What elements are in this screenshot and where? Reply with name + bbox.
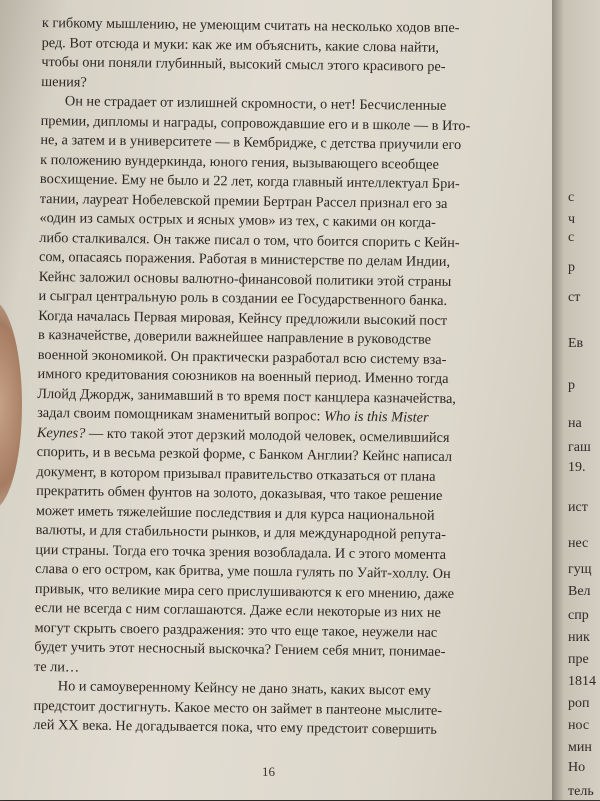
right-page-fragment: ст [568, 290, 581, 305]
right-page-fragment: Вел [568, 584, 591, 599]
text-line-content: восхищение. Ему не было и 22 лет, когда главный интеллектуал Бри- [39, 170, 460, 193]
text-line-italic: Keynes? [36, 424, 86, 442]
text-line-content: тании, лауреат Нобелевской премии Бертран Рассел признал его за [39, 190, 448, 212]
text-line-content: может иметь тяжелейшие последствия и для курса национальной [35, 502, 435, 524]
text-line-content: не, а затем и в университете — в Кембридже, с детства приучили его [40, 131, 462, 154]
text-line-content: если не всегда с ним соглашаются. Даже если некоторые из них не [34, 599, 442, 621]
text-line-content: Ллойд Джордж, занимавший в то время пост канцлера казначейства, [37, 385, 457, 407]
right-page-fragment: на [568, 416, 582, 431]
text-line-content: ред. Вот отсюда и муки: как же им объяснить, какие слова найти, [41, 34, 440, 56]
text-line-content: ции страны. Тогда его точка зрения возобладала. И с этого момента [35, 541, 447, 563]
text-line-content: к положению вундеркинда, юного гения, вызывающего всеобщее [40, 151, 439, 173]
text-line-content: могут скрыть своего раздражения: это что еще такое, неужели нас [34, 619, 438, 641]
right-page-fragment: ч [568, 212, 576, 227]
right-page-fragment: нос [568, 718, 590, 733]
right-page-fragment: спр [568, 608, 589, 623]
right-page-fragment: мин [568, 740, 592, 755]
page-text-block [33, 14, 532, 741]
right-page-fragment: нес [568, 536, 589, 551]
right-page-fragment: роп [568, 696, 590, 711]
text-line-content: привык, что великие мира сего прислушиваются к его мнению, даже [34, 580, 455, 602]
right-page-fragment: тель [568, 784, 594, 799]
text-line-content: — кто такой этот дерзкий молодой человек, осмелившийся [88, 425, 450, 446]
right-page-fragment: с [568, 190, 575, 205]
right-page-fragment: 19. [568, 460, 586, 475]
right-page-fragment: ник [568, 630, 590, 645]
text-line-content: документ, в котором призывал правительство отказаться от плана [36, 463, 436, 485]
text-line-content: те ли… [33, 658, 80, 676]
text-line-content: валюты, и для стабильности рынков, и для международной репута- [35, 521, 447, 543]
text-line-content: задал своим помощникам знаменитый вопрос: [37, 404, 325, 425]
right-page-fragment: с [568, 230, 575, 245]
text-line-content: в казначействе, доверили важнейшее направление в руководстве [37, 326, 432, 348]
page-number: 16 [262, 764, 275, 779]
text-line-content: либо сталкивался. Он также писал о том, что боится спорить с Кейн- [39, 229, 460, 251]
text-line-content: «один из самых острых и ясных умов» из тех, с какими он когда- [39, 209, 436, 231]
right-page-fragment: пре [568, 652, 589, 667]
text-line-content: Кейнс заложил основы валютно-финансовой политики этой страны [38, 268, 452, 290]
text-line-content: чтобы они поняли глубинный, высокий смысл этого красивого ре- [41, 53, 446, 75]
text-line-content: военной экономикой. Он практически разработал всю систему вза- [37, 346, 447, 368]
text-line-content: предстоит достигнуть. Какое место он займет в пантеоне мыслите- [33, 697, 443, 719]
text-line-content: и сыграл центральную роль в создании ее Государственного банка. [38, 287, 448, 309]
text-line-content: к гибкому мышлению, не умеющим считать на несколько ходов впе- [41, 14, 460, 37]
right-page-fragment: Но [568, 760, 586, 775]
text-line-content: лей XX века. Не догадывается пока, что ему предстоит совершить [33, 716, 437, 738]
text-line-content: Он не страдает от излишней скромности, о нет! Бесчисленные [64, 93, 447, 114]
text-line-content: Когда началась Первая мировая, Кейнсу предложили высокий пост [38, 307, 448, 329]
text-line-content: сом, опасаясь поражения. Работая в министерстве по делам Индии, [38, 248, 451, 271]
text-line-content: имного кредитования союзников на военный период. Именно тогда [37, 365, 449, 387]
right-page-fragment: р [568, 378, 575, 393]
text-line-italic: Who is this Mister [324, 408, 429, 426]
text-line-content: слава о его остром, как бритва, уме пошла гулять по Уайт-холлу. Он [35, 560, 451, 583]
right-page-fragment: гущ [568, 562, 592, 577]
right-page-fragment: р [568, 260, 575, 275]
text-line-content: премии, дипломы и награды, сопровождавшие его и в школе — в Ито- [40, 112, 471, 134]
right-page-fragment: гаш [568, 440, 591, 455]
text-line-content: прекратить обмен фунтов на золото, доказывая, что такое решение [36, 482, 443, 504]
text-line-content: спорить, и в весьма резкой форме, с Банком Англии? Кейнс написал [36, 443, 453, 466]
text-line-content: будет учить этот несносный выскочка? Гением себя мнит, понимае- [34, 638, 446, 660]
text-line-content: Но и самоуверенному Кейнсу не дано знать, каких высот ему [57, 678, 431, 699]
right-page-fragment: ист [568, 500, 588, 515]
right-page-fragment: 1814 [568, 674, 596, 689]
right-page-fragment: Ев [568, 336, 584, 351]
text-line-content: шения? [41, 73, 87, 91]
